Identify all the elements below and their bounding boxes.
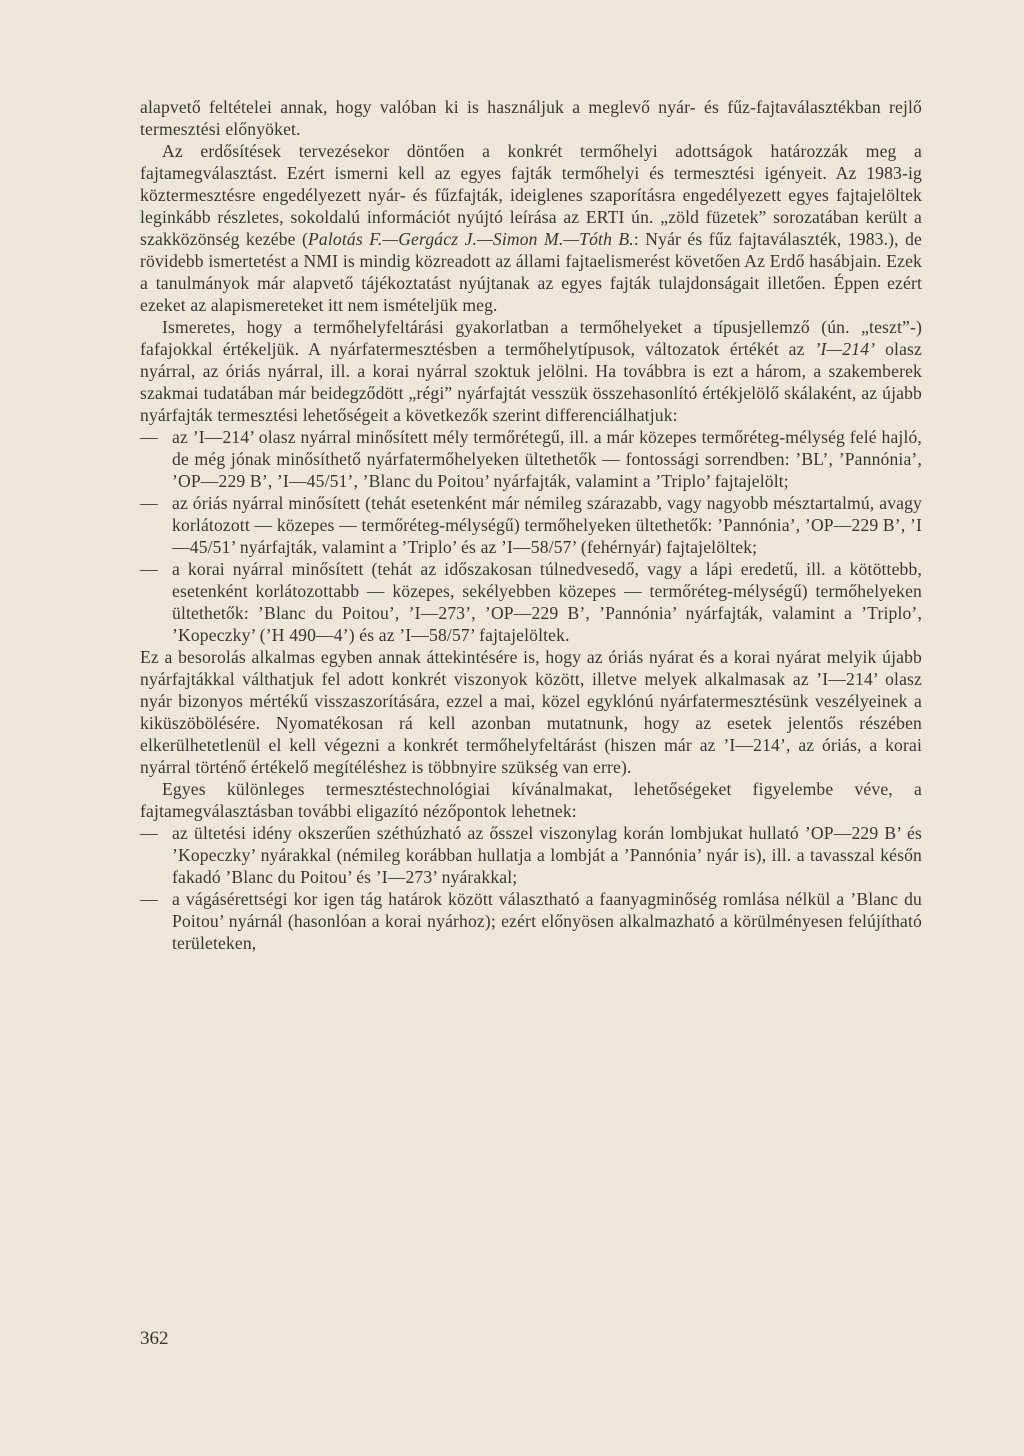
- list-item: [140, 426, 922, 492]
- body-text: [140, 96, 922, 954]
- list-item-text: az ültetési idény okszerűen széthúzható az ősszel viszonylag korán lombjukat hullató ’OP—229 B’ és ’Kopeczky’ nyárakkal (némileg korábban hullatja a lombját a ’Pannónia’ nyár is), ill. a tavasszal későn fakadó ’Blanc du Poitou’ és ’I—273’ nyárakkal;: [172, 823, 922, 887]
- list-item-text: az ’I—214’ olasz nyárral minősített mély termőrétegű, ill. a már közepes termőréteg-mélység felé hajló, de még jónak minősíthető nyárfatermőhelyeken ültethetők — fontossági sorrendben: ’BL’, ’Pannónia’, ’OP—229 B’, ’I—45/51’, ’Blanc du Poitou’ nyárfajták, valamint a ’Triplo’ fajtajelölt;: [172, 427, 922, 491]
- paragraph-intro: alapvető feltételei annak, hogy valóban ki is használjuk a meglevő nyár- és fűz-fajtaválasztékban rejlő termesztési előnyöket.: [140, 97, 922, 139]
- paragraph-afforestation: [140, 140, 922, 316]
- paragraph-text: Az erdősítések tervezésekor döntően a konkrét termőhelyi adottságok határozzák meg a fajtamegválasztást. Ezért ismerni kell az egyes fajták termőhelyi és termesztési igényeit. Az 1983-ig köztermesztésre engedélyezett nyár- és fűzfajták, ideiglenes szaporításra engedélyezett egyes fajtajelöltek leginkább részletes, sokoldalú információt nyújtó leírása az ERTI ún. „zöld füzetek” sorozatában került a szakközönség kezébe (: [140, 141, 922, 249]
- dash-bullet: —: [140, 823, 158, 843]
- dash-bullet: —: [140, 427, 158, 447]
- list-item: [140, 888, 922, 954]
- variety-name: ’I—214’: [814, 339, 876, 359]
- dash-bullet: —: [140, 889, 158, 909]
- list-item: [140, 492, 922, 558]
- paragraph-text: Ismeretes, hogy a termőhelyfeltárási gyakorlatban a termőhelyeket a típusjellemző (ún. „teszt”-) fafajokkal értékeljük. A nyárfatermesztésben a termőhelytípusok, változatok értékét az: [140, 317, 922, 359]
- citation-authors: Palotás F.—Gergácz J.—Simon M.—Tóth B.: [308, 229, 634, 249]
- page-number: 362: [140, 1328, 169, 1349]
- dash-bullet: —: [140, 493, 158, 513]
- paragraph-classification: Ez a besorolás alkalmas egyben annak áttekintésére is, hogy az óriás nyárat és a korai nyárat melyik újabb nyárfajtákkal válthatjuk fel adott konkrét viszonyok között, illetve melyek alkalmasak az ’I—214’ olasz nyár bizonyos mértékű visszaszorítására, ezzel a mai, közel egyklónú nyárfatermesztésünk veszélyeinek a kiküszöbölésére. Nyomatékosan rá kell azonban mutatnunk, hogy az esetek jelentős részében elkerülhetetlenül el kell végezni a konkrét termőhelyfeltárást (hiszen már az ’I—214’, az óriás, a korai nyárral történő értékelő megítéléshez is többnyire szükség van erre).: [140, 647, 922, 777]
- list-item: [140, 558, 922, 646]
- paragraph-text: olasz nyárral, az óriás nyárral, ill. a korai nyárral szoktuk jelölni. Ha továbbra is ezt a három, a szakemberek szakmai tudatában már beidegződött „régi” nyárfajtát vesszük összehasonlító értékjelölő skálaként, az újabb nyárfajták termesztési lehetőségeit a következők szerint differenciálhatjuk:: [140, 339, 922, 425]
- list-item-text: a korai nyárral minősített (tehát az időszakosan túlnedvesedő, vagy a lápi eredetű, ill. a kötöttebb, esetenként korlátozottabb — közepes, sekélyebben közepes — termőréteg-mélységű) termőhelyeken ültethetők: ’Blanc du Poitou’, ’I—273’, ’OP—229 B’, ’Pannónia’ nyárfajták, valamint a ’Triplo’, ’Kopeczky’ (’H 490—4’) és az ’I—58/57’ fajtajelöltek.: [172, 559, 922, 645]
- list-item-text: a vágásérettségi kor igen tág határok között választható a faanyagminőség romlása nélkül a ’Blanc du Poitou’ nyárnál (hasonlóan a korai nyárhoz); ezért előnyösen alkalmazható a körülményesen felújítható területeken,: [172, 889, 922, 953]
- paragraph-text: : Nyár és fűz fajtaválaszték, 1983.), de rövidebb ismertetést a NMI is mindig közreadott az állami fajtaelismerést követően Az Erdő hasábjain. Ezek a tanulmányok már alapvető tájékoztatást nyújtanak az egyes fajták tulajdonságait illetően. Éppen ezért ezeket az alapismereteket itt nem ismételjük meg.: [140, 229, 922, 315]
- list-item: [140, 822, 922, 888]
- dash-bullet: —: [140, 559, 158, 579]
- list-item-text: az óriás nyárral minősített (tehát esetenként már némileg szárazabb, vagy nagyobb mésztartalmú, avagy korlátozott — közepes — termőréteg-mélységű) termőhelyeken ültethetők: ’Pannónia’, ’OP—229 B’, ’I—45/51’ nyárfajták, valamint a ’Triplo’ és az ’I—58/57’ (fehérnyár) fajtajelöltek;: [172, 493, 922, 557]
- paragraph-technology: Egyes különleges termesztéstechnológiai kívánalmakat, lehetőségeket figyelembe véve, a fajtamegválasztásban további eligazító nézőpontok lehetnek:: [140, 779, 922, 821]
- paragraph-site-evaluation: [140, 316, 922, 426]
